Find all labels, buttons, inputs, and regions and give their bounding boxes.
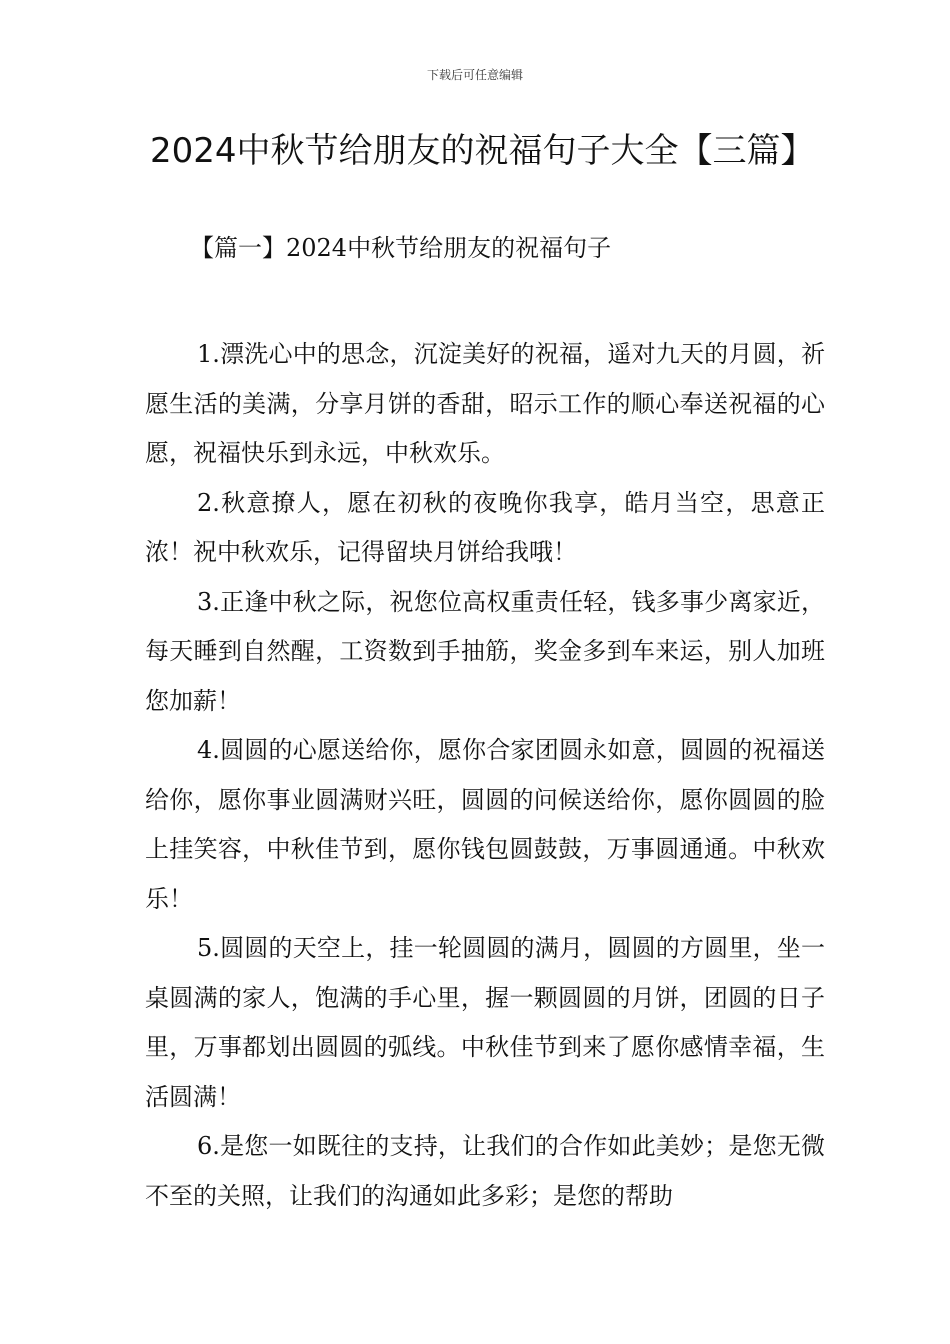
paragraph-2: 2.秋意撩人，愿在初秋的夜晚你我享，皓月当空，思意正浓！祝中秋欢乐，记得留块月饼给我哦！ (145, 488, 825, 566)
paragraph-6: 6.是您一如既往的支持，让我们的合作如此美妙；是您无微不至的关照，让我们的沟通如此多彩；是您的帮助 (145, 1132, 825, 1210)
section-heading: 【篇一】2024中秋节给朋友的祝福句子 (190, 234, 612, 262)
paragraph-1: 1.漂洗心中的思念，沉淀美好的祝福，遥对九天的月圆，祈愿生活的美满，分享月饼的香甜，昭示工作的顺心奉送祝福的心愿，祝福快乐到永远，中秋欢乐。 (145, 340, 825, 467)
paragraph-5: 5.圆圆的天空上，挂一轮圆圆的满月，圆圆的方圆里，坐一桌圆满的家人，饱满的手心里，握一颗圆圆的月饼，团圆的日子里，万事都划出圆圆的弧线。中秋佳节到来了愿你感情幸福，生活圆满！ (145, 934, 825, 1111)
header-note: 下载后可任意编辑 (426, 68, 523, 82)
document-title: 2024中秋节给朋友的祝福句子大全【三篇】 (150, 131, 815, 171)
document-body (145, 330, 825, 1221)
paragraph-3: 3.正逢中秋之际，祝您位高权重责任轻，钱多事少离家近，每天睡到自然醒，工资数到手抽筋，奖金多到车来运，别人加班您加薪！ (145, 587, 825, 715)
paragraph-4: 4.圆圆的心愿送给你，愿你合家团圆永如意，圆圆的祝福送给你，愿你事业圆满财兴旺，圆圆的问候送给你，愿你圆圆的脸上挂笑容，中秋佳节到，愿你钱包圆鼓鼓，万事圆通通。中秋欢乐！ (145, 736, 825, 913)
